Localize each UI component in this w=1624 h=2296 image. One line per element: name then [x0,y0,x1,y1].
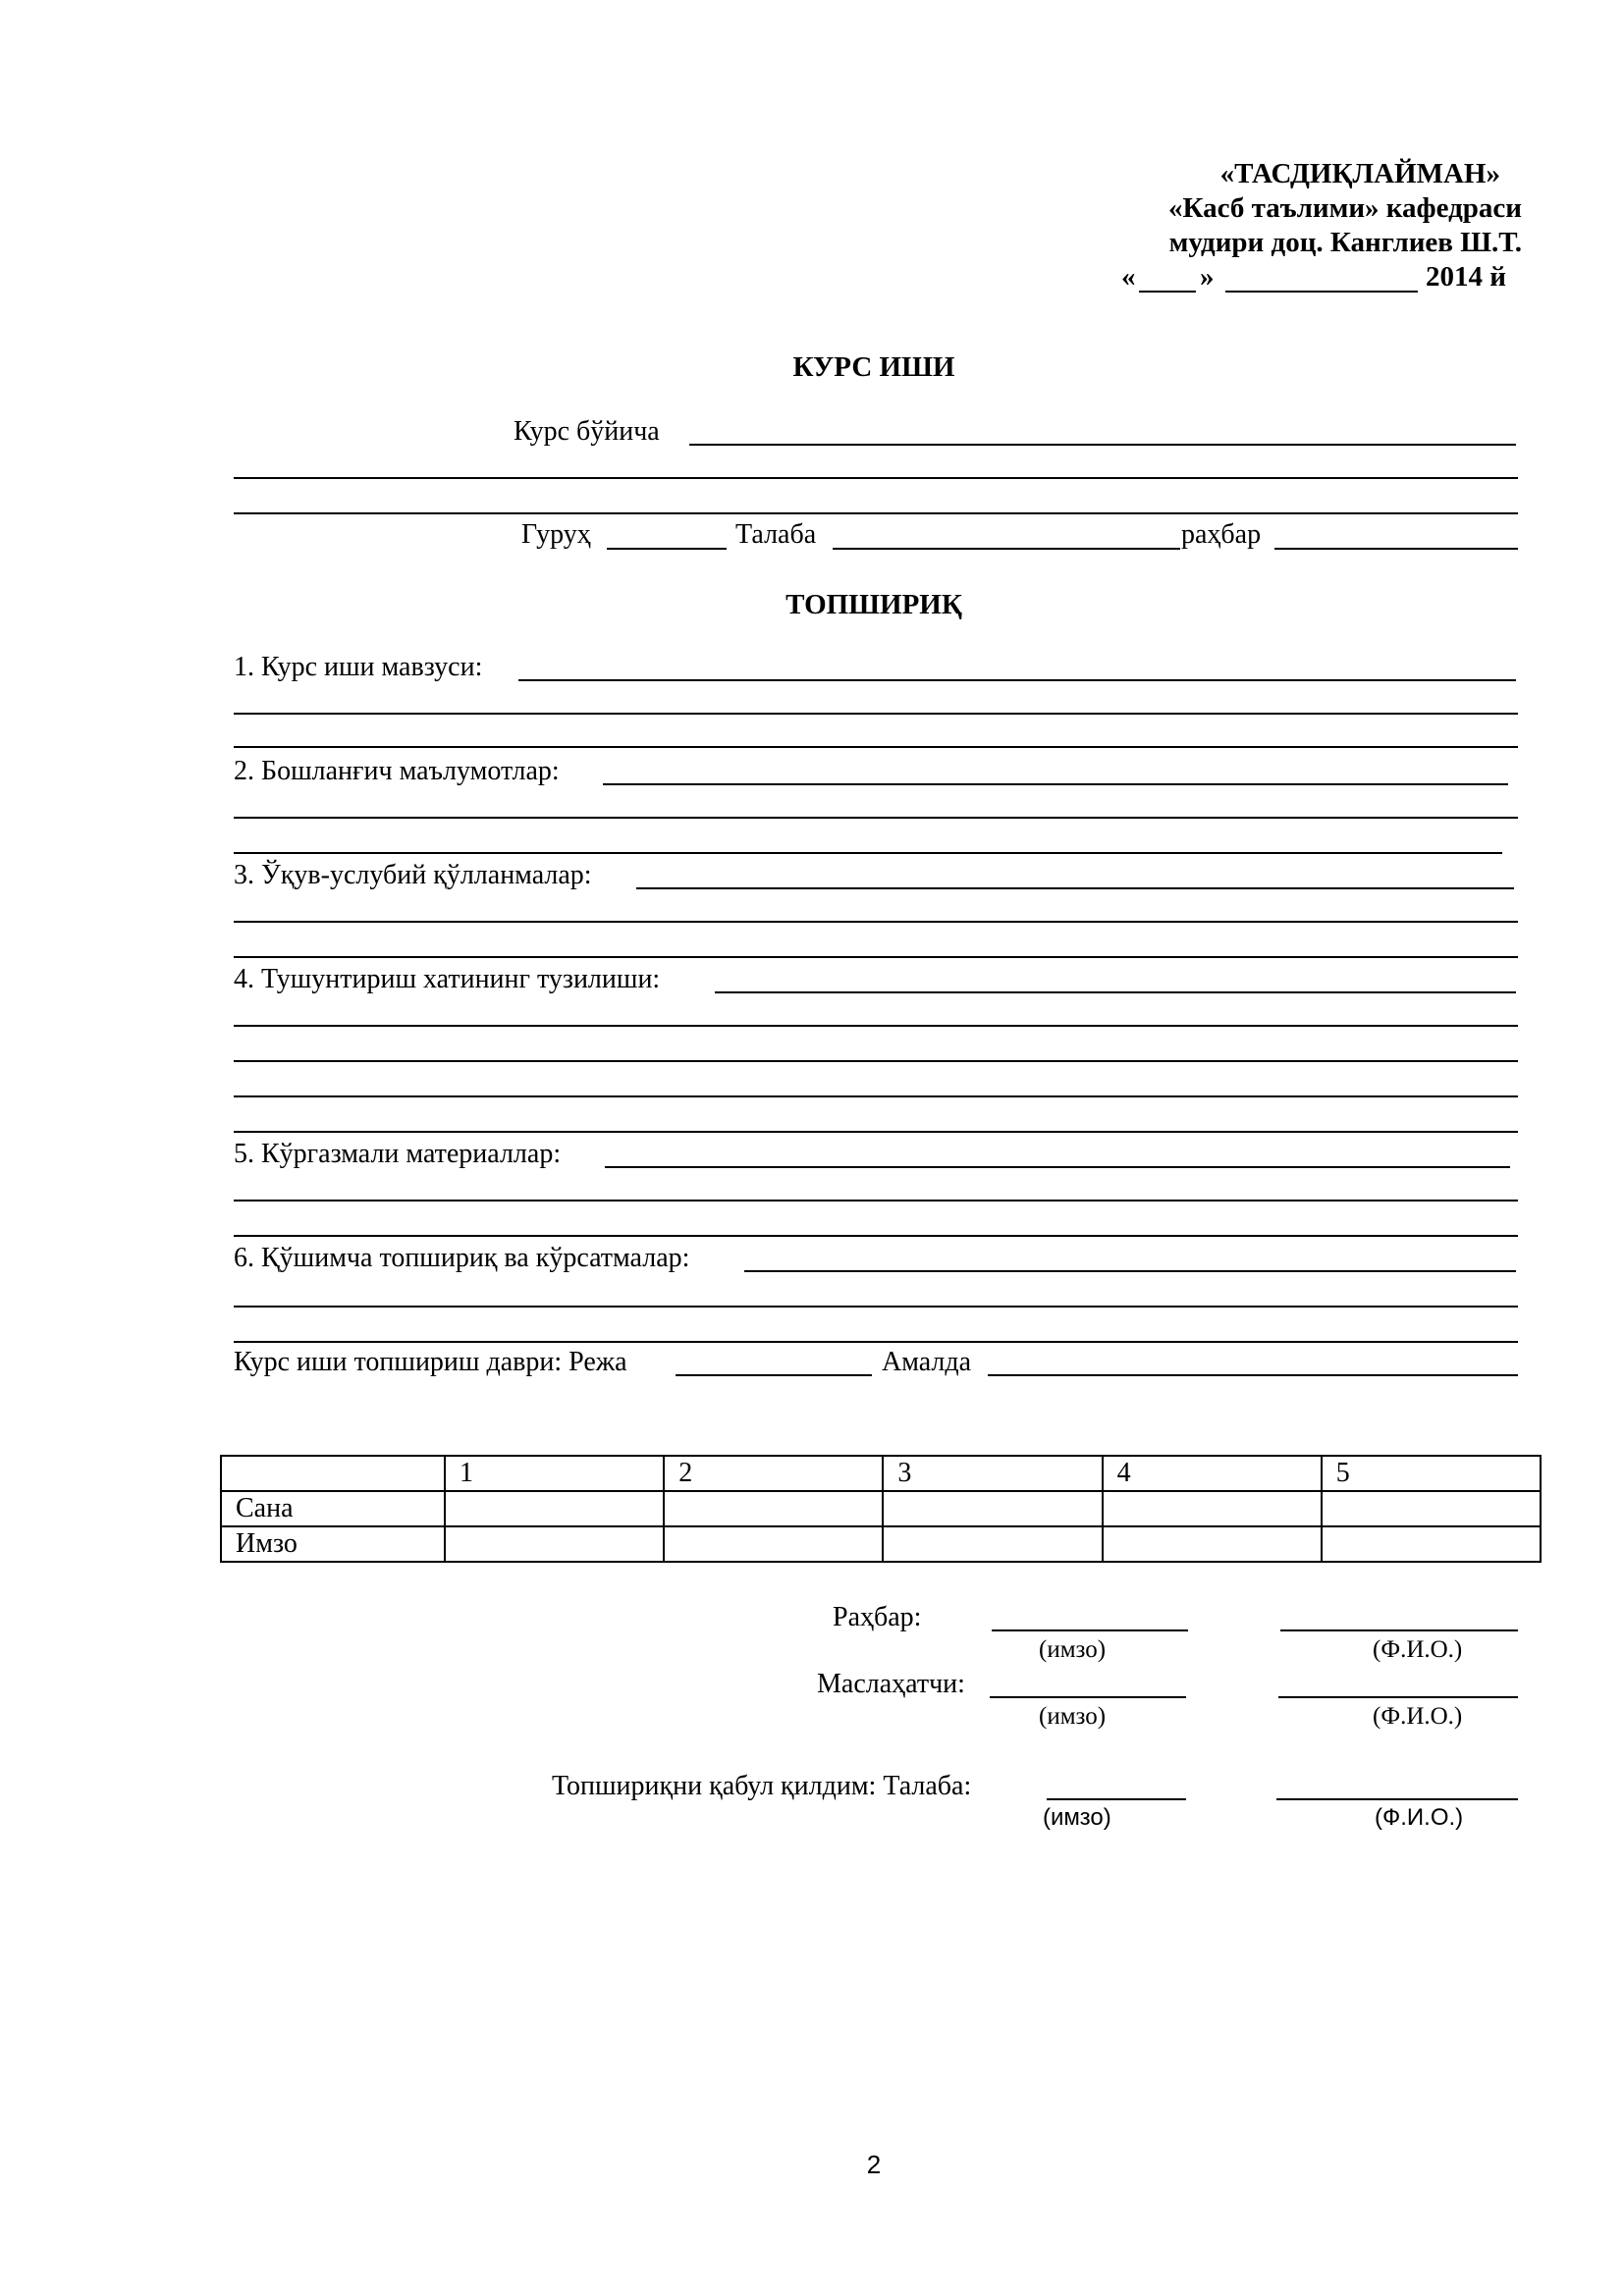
supervisor-label: Раҳбар: [833,1602,922,1632]
course-extra-line-1[interactable] [234,477,1518,479]
assignment-heading: ТОПШИРИҚ [785,589,962,620]
item-5-line-3[interactable] [234,1235,1518,1237]
table-header-cell [221,1456,445,1491]
submission-plan-field[interactable] [676,1374,872,1376]
item-3-field[interactable] [636,887,1514,889]
approval-date-open: « [1121,261,1136,293]
approval-day-field[interactable] [1139,291,1196,293]
table-row [221,1526,1541,1562]
item-5-line-2[interactable] [234,1200,1518,1201]
date-cell[interactable] [1103,1491,1322,1526]
signature-cell[interactable] [664,1526,883,1562]
page-title: КУРС ИШИ [792,351,955,383]
item-3-label: 3. Ўқув-услубий қўлланмалар: [234,860,592,890]
item-4-label: 4. Тушунтириш хатининг тузилиши: [234,964,661,994]
item-6-line-3[interactable] [234,1341,1518,1343]
approval-year: 2014 й [1426,261,1506,293]
group-field[interactable] [607,548,727,550]
item-2-line-2[interactable] [234,817,1518,819]
item-2-field[interactable] [603,783,1508,785]
table-header-cell: 2 [664,1456,883,1491]
supervisor-inline-label: раҳбар [1181,519,1262,550]
submission-label: Курс иши топшириш даври: Режа [234,1347,627,1377]
item-3-line-3[interactable] [234,956,1518,958]
item-3-line-2[interactable] [234,921,1518,923]
table-header-row [221,1456,1541,1491]
course-field[interactable] [689,444,1516,446]
submission-actual-label: Амалда [882,1347,972,1377]
item-2-line-3[interactable] [234,852,1502,854]
table-header-cell: 1 [445,1456,664,1491]
supervisor-name-caption: (Ф.И.О.) [1373,1636,1463,1663]
date-cell[interactable] [883,1491,1102,1526]
group-label: Гуруҳ [521,519,591,550]
course-label: Курс бўйича [514,416,660,447]
supervisor-sign-field[interactable] [992,1629,1188,1631]
item-1-label: 1. Курс иши мавзуси: [234,652,483,682]
item-4-line-2[interactable] [234,1025,1518,1027]
student-label: Талаба [735,519,817,550]
approval-department: «Касб таълими» кафедраси [1167,192,1522,224]
student-sign-caption: (имзо) [1043,1804,1111,1831]
table-header-cell: 4 [1103,1456,1322,1491]
item-1-field[interactable] [518,679,1516,681]
row-label-signature: Имзо [221,1526,445,1562]
item-1-line-2[interactable] [234,713,1518,715]
table-row [221,1491,1541,1526]
item-5-field[interactable] [605,1166,1510,1168]
row-label-date: Сана [221,1491,445,1526]
consultant-sign-field[interactable] [990,1696,1186,1698]
supervisor-name-field[interactable] [1280,1629,1518,1631]
date-cell[interactable] [1322,1491,1541,1526]
item-6-label: 6. Қўшимча топшириқ ва кўрсатмалар: [234,1243,690,1273]
approval-month-field[interactable] [1225,291,1418,293]
item-4-line-5[interactable] [234,1131,1518,1133]
item-4-line-4[interactable] [234,1095,1518,1097]
student-sign-field[interactable] [1047,1798,1186,1800]
signature-cell[interactable] [883,1526,1102,1562]
consultant-sign-caption: (имзо) [1039,1703,1107,1730]
consultant-name-caption: (Ф.И.О.) [1373,1703,1463,1730]
item-6-field[interactable] [744,1270,1516,1272]
page-number: 2 [866,2150,882,2179]
approval-date-close: » [1200,261,1215,293]
approval-block [1168,157,1522,260]
received-label: Топшириқни қабул қилдим: Талаба: [552,1771,972,1801]
approval-title: «ТАСДИҚЛАЙМАН» [1219,158,1500,189]
table-header-cell: 5 [1322,1456,1541,1491]
supervisor-sign-caption: (имзо) [1039,1636,1107,1663]
student-name-field[interactable] [1276,1798,1518,1800]
date-cell[interactable] [664,1491,883,1526]
consultant-name-field[interactable] [1278,1696,1518,1698]
item-4-line-3[interactable] [234,1060,1518,1062]
item-1-line-3[interactable] [234,746,1518,748]
item-2-label: 2. Бошланғич маълумотлар: [234,756,560,786]
supervisor-inline-field[interactable] [1274,548,1518,550]
date-cell[interactable] [445,1491,664,1526]
submission-actual-field[interactable] [988,1374,1518,1376]
approval-head: мудири доц. Канглиев Ш.Т. [1168,227,1522,258]
table-header-cell: 3 [883,1456,1102,1491]
signature-cell[interactable] [1103,1526,1322,1562]
item-4-field[interactable] [715,991,1516,993]
signature-cell[interactable] [445,1526,664,1562]
schedule-table [220,1455,1542,1563]
signature-cell[interactable] [1322,1526,1541,1562]
consultant-label: Маслаҳатчи: [817,1669,965,1699]
item-5-label: 5. Кўргазмали материаллар: [234,1139,562,1169]
student-name-caption: (Ф.И.О.) [1375,1804,1464,1831]
course-extra-line-2[interactable] [234,512,1518,514]
item-6-line-2[interactable] [234,1306,1518,1308]
student-field[interactable] [833,548,1180,550]
